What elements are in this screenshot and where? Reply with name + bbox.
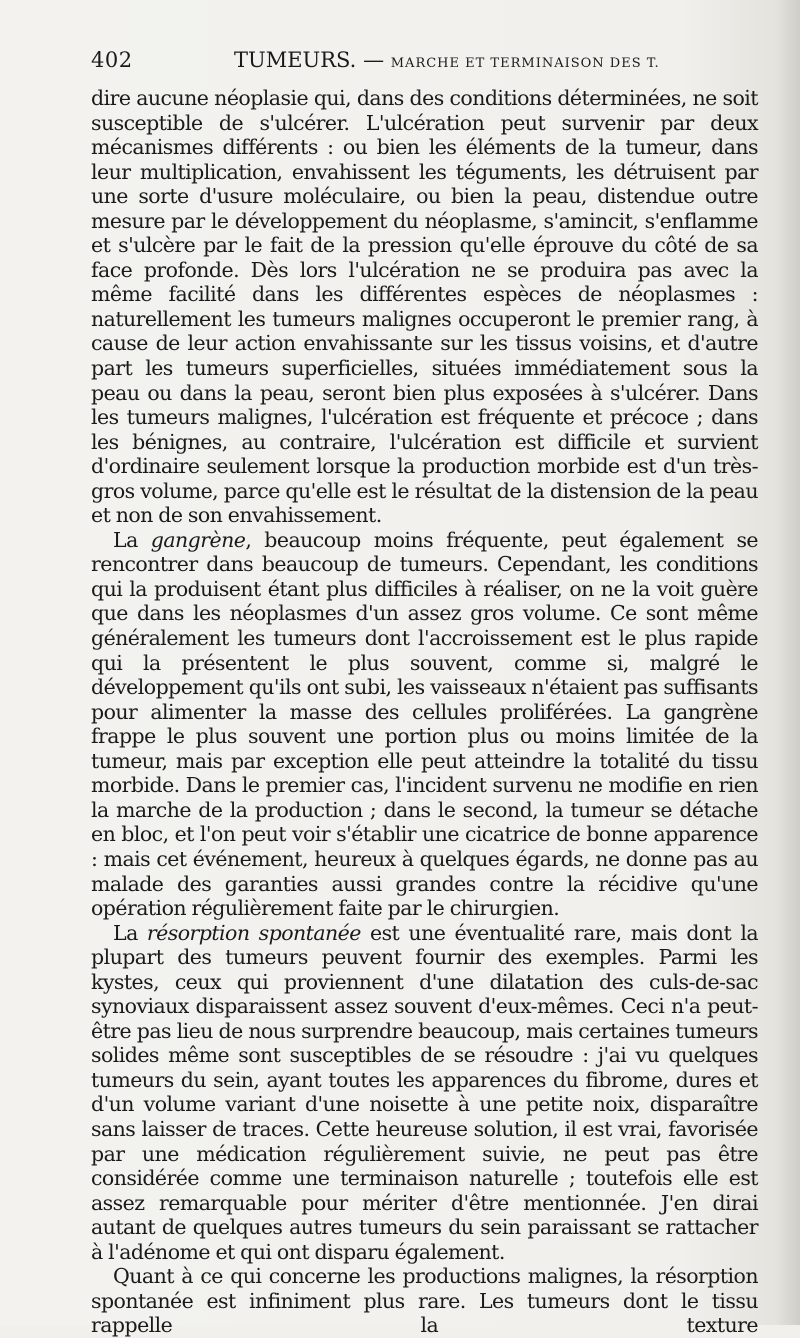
paragraph-text: dire aucune néoplasie qui, dans des conditions déterminées, ne soit susceptible de s'ulcérer. L'ulcération peut survenir par deux mécanismes différents : ou bien les éléments de la tumeur, dans leur multiplication, envahissent les téguments, les détruisent par une sorte d'usure moléculaire, ou bien la peau, distendue outre mesure par le développement du néoplasme, s'amincit, s'enflamme et s'ulcère par le fait de la pression qu'elle éprouve du côté de sa face profonde. Dès lors l'ulcération ne se produira pas avec la même facilité dans les différentes espèces de néoplasmes : naturellement les tumeurs malignes occuperont le premier rang, à cause de leur action envahissante sur les tissus voisins, et d'autre part les tumeurs superficielles, situées immédiatement sous la peau ou dans la peau, seront bien plus exposées à s'ulcérer. Dans les tumeurs malignes, l'ulcération est fréquente et précoce ; dans les bénignes, au contraire, l'ulcération est difficile et survient d'ordinaire seulement lorsque la production morbide est d'un très-gros volume, parce qu'elle est le résultat de la distension de la peau et non de son envahissement. [91,86,758,528]
running-head [91,48,751,78]
running-title-subtitle: MARCHE ET TERMINAISON DES T. [390,56,660,71]
paragraph-resorption [91,921,758,1265]
body-text [91,86,758,1338]
paragraph-text: Quant à ce qui concerne les productions malignes, la résorption spontanée est infiniment plus rare. Les tumeurs dont le tissu rappelle la texture [91,1264,758,1338]
running-title-main: TUMEURS. [234,48,357,72]
running-title [234,48,660,72]
paragraph-lead-in: La [113,920,147,945]
paragraph-malignant [91,1264,758,1338]
paragraph-gangrene [91,528,758,921]
paragraph-text: est une éventualité rare, mais dont la plupart des tumeurs peuvent fournir des exemples. Parmi les kystes, ceux qui proviennent d'une dilatation des culs-de-sac synoviaux disparaissent assez souvent d'eux-mêmes. Ceci n'a peut-être pas lieu de nous surprendre beaucoup, mais certaines tumeurs solides même sont susceptibles de se résoudre : j'ai vu quelques tumeurs du sein, ayant toutes les apparences du fibrome, dures et d'un volume variant d'une noisette à une petite noix, disparaître sans laisser de traces. Cette heureuse solution, il est vrai, favorisée par une médication régulièrement suivie, ne peut pas être considérée comme une terminaison naturelle ; toutefois elle est assez remarquable pour mériter d'être mentionnée. J'en dirai autant de quelques autres tumeurs du sein paraissant se rattacher à l'adénome et qui ont disparu également. [91,920,758,1264]
paragraph-italic-term: gangrène [150,527,246,552]
paragraph-text: , beaucoup moins fréquente, peut également se rencontrer dans beaucoup de tumeurs. Cependant, les conditions qui la produisent étant plus difficiles à réaliser, on ne la voit guère que dans les néoplasmes d'un assez gros volume. Ce sont même généralement les tumeurs dont l'accroissement est le plus rapide qui la présentent le plus souvent, comme si, malgré le développement qu'ils ont subi, les vaisseaux n'étaient pas suffisants pour alimenter la masse des cellules proliférées. La gangrène frappe le plus souvent une portion plus ou moins limitée de la tumeur, mais par exception elle peut atteindre la totalité du tissu morbide. Dans le premier cas, l'incident survenu ne modifie en rien la marche de la production ; dans le second, la tumeur se détache en bloc, et l'on peut voir s'établir une cicatrice de bonne apparence : mais cet événement, heureux à quelques égards, ne donne pas au malade des garanties aussi grandes contre la récidive qu'une opération régulièrement faite par le chirurgien. [91,527,759,921]
paragraph-italic-term: résorption spontanée [146,920,361,945]
page-number: 402 [91,48,133,72]
running-title-separator: — [363,48,385,72]
paragraph-lead-in: La [113,527,151,552]
paragraph-ulceration [91,86,758,528]
